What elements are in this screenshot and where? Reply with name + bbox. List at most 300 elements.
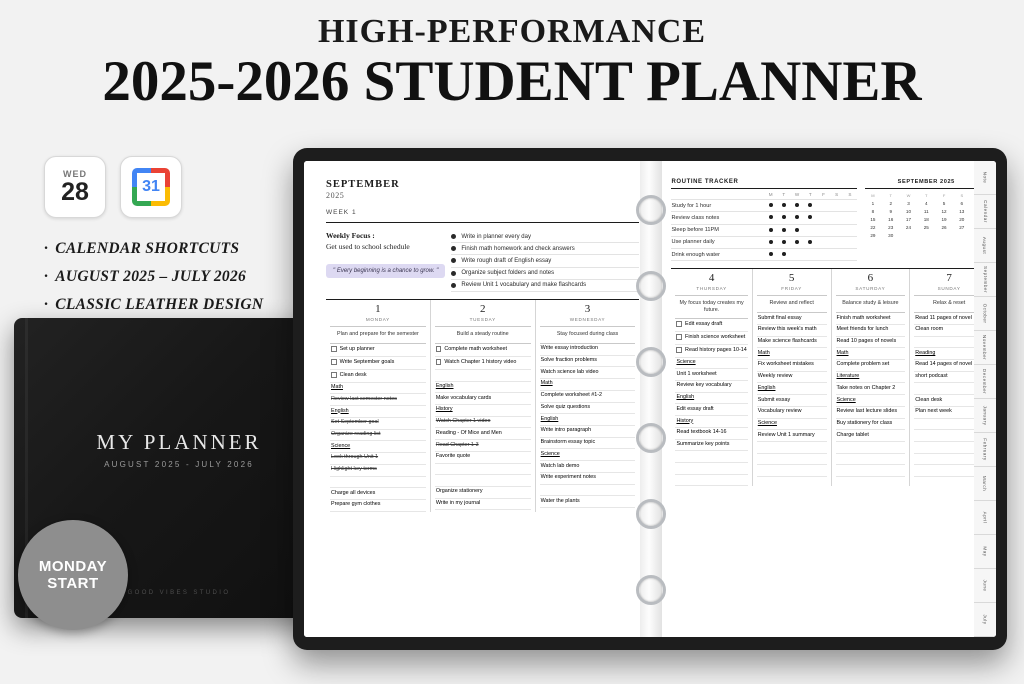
mini-calendar-day[interactable]: 30: [888, 233, 894, 238]
tracker-filled-dot-icon: [795, 240, 799, 244]
month-tab[interactable]: [974, 297, 996, 331]
mini-calendar-day[interactable]: 4: [924, 201, 928, 206]
task-line[interactable]: Science: [540, 449, 636, 461]
task-line[interactable]: Highlight key terms: [330, 465, 426, 477]
tracker-row-cells: [764, 201, 857, 211]
day-prompt: Balance study & leisure: [842, 300, 899, 307]
mini-calendar-day[interactable]: 24: [905, 225, 912, 230]
task-line[interactable]: Review last semester notes: [330, 394, 426, 406]
task-line[interactable]: [435, 464, 531, 476]
routine-tracker-rows: [671, 189, 856, 261]
task-line[interactable]: Read 14 pages of novel: [914, 360, 984, 372]
mini-calendar-day[interactable]: 10: [905, 209, 912, 214]
task-line[interactable]: Math: [330, 383, 426, 395]
task-line[interactable]: Review key vocabulary: [675, 381, 747, 393]
tracker-cell[interactable]: [777, 201, 790, 211]
cover-title: MY PLANNER: [96, 430, 262, 454]
tracker-cell[interactable]: [817, 201, 830, 211]
task-line[interactable]: Science: [757, 419, 827, 431]
planner-right-page: [653, 161, 996, 637]
tracker-filled-dot-icon: [795, 203, 799, 207]
task-line[interactable]: Clean desk: [330, 370, 426, 383]
task-line[interactable]: Clean desk: [914, 395, 984, 407]
routine-tracker-title: ROUTINE TRACKER: [671, 179, 856, 189]
task-line[interactable]: Complete worksheet #1-2: [540, 391, 636, 403]
task-line[interactable]: [836, 465, 906, 477]
day-column: [832, 269, 911, 486]
mini-calendar-day[interactable]: 23: [888, 225, 894, 230]
mini-calendar-day[interactable]: 15: [870, 217, 876, 222]
month-tabs[interactable]: [974, 161, 996, 637]
mini-calendar-day[interactable]: 6: [960, 201, 964, 206]
right-page-header: [671, 179, 988, 261]
mini-calendar-grid: [865, 192, 988, 239]
tracker-filled-dot-icon: [808, 240, 812, 244]
tracker-day-header: S: [848, 191, 852, 197]
tracker-cell[interactable]: [817, 225, 830, 235]
day-column: [326, 300, 431, 512]
day-name: WEDNESDAY: [569, 316, 606, 322]
day-column: [431, 300, 536, 512]
tracker-header-blank: [671, 192, 764, 197]
mini-calendar-day[interactable]: 20: [959, 217, 965, 222]
task-line[interactable]: English: [330, 406, 426, 418]
month-tab-label: February: [982, 438, 988, 461]
task-line[interactable]: Write experiment notes: [540, 473, 636, 485]
month-tab-label: November: [982, 334, 988, 361]
task-line[interactable]: English: [757, 383, 827, 395]
task-line[interactable]: Meet friends for lunch: [836, 325, 906, 337]
task-line[interactable]: [757, 442, 827, 454]
mini-calendar-day[interactable]: 5: [942, 201, 946, 206]
task-line[interactable]: Read history pages 10-14: [675, 345, 747, 358]
task-line[interactable]: Plan next week: [914, 407, 984, 419]
task-line[interactable]: Write essay introduction: [540, 344, 636, 356]
month-tab[interactable]: [974, 263, 996, 297]
weekly-focus-label: Weekly Focus :: [326, 231, 375, 240]
task-line[interactable]: Review this week's math: [757, 325, 827, 337]
mini-calendar: [865, 179, 988, 261]
day-number: 7: [946, 272, 952, 285]
quote-box: " Every beginning is a chance to grow. ": [326, 264, 445, 278]
tracker-cell[interactable]: [777, 237, 790, 247]
task-line[interactable]: Submit final essay: [757, 313, 827, 325]
task-line[interactable]: Charge all devices: [330, 488, 426, 500]
task-line[interactable]: [757, 465, 827, 477]
task-line[interactable]: Water the plants: [540, 496, 636, 508]
task-line[interactable]: English: [675, 393, 747, 405]
task-line[interactable]: Weekly review: [757, 372, 827, 384]
day-column: [753, 269, 832, 486]
checklist-label: Organize subject folders and notes: [461, 270, 555, 277]
task-line[interactable]: [836, 454, 906, 466]
gcal-day-number: 31: [137, 173, 165, 201]
tracker-row: [671, 237, 856, 249]
month-tab[interactable]: [974, 331, 996, 365]
tracker-cell[interactable]: [830, 249, 843, 259]
task-line[interactable]: [675, 463, 747, 475]
task-line[interactable]: Organize reading list: [330, 430, 426, 442]
feature-item: · AUGUST 2025 – JULY 2026: [44, 268, 247, 285]
mini-calendar-weekday: F: [942, 193, 946, 198]
task-line[interactable]: English: [540, 414, 636, 426]
tracker-cell[interactable]: [804, 225, 817, 235]
badge-row: [44, 156, 314, 218]
month-tab[interactable]: [974, 569, 996, 603]
feature-item: · CALENDAR SHORTCUTS: [44, 240, 240, 257]
tracker-filled-dot-icon: [795, 215, 799, 219]
day-number: 2: [479, 302, 486, 315]
mini-calendar-title: SEPTEMBER 2025: [865, 179, 988, 189]
task-line[interactable]: History: [435, 405, 531, 417]
task-line[interactable]: [757, 454, 827, 466]
mini-calendar-day[interactable]: 1: [871, 201, 875, 206]
checklist-label: Review Unit 1 vocabulary and make flashcards: [461, 282, 587, 289]
tracker-cell[interactable]: [817, 237, 830, 247]
tracker-cell[interactable]: [764, 225, 777, 235]
task-line[interactable]: Science: [836, 395, 906, 407]
mini-calendar-weekday: M: [871, 193, 875, 198]
tracker-cell[interactable]: [843, 225, 856, 235]
tracker-filled-dot-icon: [808, 215, 812, 219]
task-line[interactable]: Write intro paragraph: [540, 426, 636, 438]
month-tab[interactable]: [974, 433, 996, 467]
tracker-row: [671, 225, 856, 237]
left-feature-column: [44, 156, 314, 324]
tracker-cell[interactable]: [817, 249, 830, 259]
mini-calendar-weekday: S: [960, 193, 964, 198]
tracker-day-headers: [764, 189, 857, 199]
day-number: 5: [788, 272, 795, 285]
task-line[interactable]: Review last lecture slides: [836, 407, 906, 419]
mini-calendar-day[interactable]: 16: [888, 217, 894, 222]
day-number: 6: [867, 272, 874, 285]
tracker-day-header: T: [782, 191, 786, 197]
weekly-checklist: [451, 231, 639, 292]
task-line[interactable]: [540, 485, 636, 497]
page-year: 2025: [326, 191, 345, 200]
tracker-cell[interactable]: [843, 249, 856, 259]
binder-ring: [636, 575, 666, 605]
task-line[interactable]: [435, 475, 531, 487]
tracker-cell[interactable]: [843, 213, 856, 223]
calendar-date-icon: [44, 156, 106, 218]
tracker-filled-dot-icon: [782, 240, 786, 244]
task-line[interactable]: Make vocabulary cards: [435, 393, 531, 405]
mini-calendar-day[interactable]: 12: [941, 209, 947, 214]
page-week: WEEK 1: [326, 209, 357, 216]
task-line[interactable]: Write September goals: [330, 357, 426, 370]
tracker-cell[interactable]: [804, 249, 817, 259]
tracker-row-cells: [764, 213, 857, 223]
mini-calendar-day[interactable]: 29: [870, 233, 876, 238]
cover-subtitle: AUGUST 2025 - JULY 2026: [104, 460, 254, 469]
day-number: 4: [708, 272, 715, 285]
mini-calendar-day: [918, 232, 935, 239]
day-name: TUESDAY: [469, 316, 496, 322]
day-name: SUNDAY: [937, 286, 961, 292]
tracker-header-row: [671, 189, 856, 200]
tracker-cell[interactable]: [843, 201, 856, 211]
task-line[interactable]: Read Chapter 1-3: [435, 440, 531, 452]
tracker-day-header: F: [822, 191, 825, 197]
task-line[interactable]: Solve quiz questions: [540, 403, 636, 415]
mini-calendar-day: [936, 232, 953, 239]
task-line[interactable]: Clean room: [914, 325, 984, 337]
tracker-row-cells: [764, 225, 857, 235]
weekly-focus-text: Get used to school schedule: [326, 242, 410, 251]
month-tab-label: September: [982, 266, 988, 293]
task-line[interactable]: Math: [540, 379, 636, 391]
tracker-cell[interactable]: [777, 249, 790, 259]
page-month: SEPTEMBER: [326, 179, 400, 190]
task-line[interactable]: Charge tablet: [836, 430, 906, 442]
bullet-dot-icon: [451, 234, 456, 239]
tracker-cell[interactable]: [830, 225, 843, 235]
day-prompt: Stay focused during class: [556, 330, 619, 337]
mini-calendar-day[interactable]: 3: [907, 201, 910, 206]
tracker-filled-dot-icon: [782, 215, 786, 219]
month-tab[interactable]: [974, 161, 996, 195]
task-line[interactable]: Read 10 pages of novels: [836, 337, 906, 349]
task-line[interactable]: Unit 1 worksheet: [675, 369, 747, 381]
tracker-cell[interactable]: [790, 249, 803, 259]
task-line[interactable]: Organize stationery: [435, 487, 531, 499]
date-badge-dow: WED: [63, 169, 87, 179]
hero-header: [0, 14, 1024, 112]
checklist-item[interactable]: [451, 243, 639, 255]
day-prompt: Review and reflect: [769, 300, 814, 307]
tracker-filled-dot-icon: [782, 228, 786, 232]
task-line[interactable]: Science: [330, 441, 426, 453]
task-line[interactable]: [435, 370, 531, 382]
tracker-filled-dot-icon: [769, 240, 773, 244]
task-line[interactable]: Watch science lab video: [540, 367, 636, 379]
task-line[interactable]: Math: [757, 348, 827, 360]
checklist-item[interactable]: [451, 280, 639, 292]
task-line[interactable]: short podcast: [914, 372, 984, 384]
task-line[interactable]: Vocabulary review: [757, 407, 827, 419]
tracker-cell[interactable]: [843, 237, 856, 247]
tracker-cell[interactable]: [804, 237, 817, 247]
task-line[interactable]: History: [675, 416, 747, 428]
day-name: MONDAY: [365, 316, 390, 322]
task-line[interactable]: Favorite quote: [435, 452, 531, 464]
day-number: 3: [584, 302, 591, 315]
month-tab-label: March: [982, 475, 988, 492]
tracker-cell[interactable]: [790, 225, 803, 235]
hero-subtitle: HIGH-PERFORMANCE: [317, 13, 707, 50]
task-line[interactable]: Edit essay draft: [675, 319, 747, 332]
tracker-cell[interactable]: [777, 213, 790, 223]
hero-title: 2025-2026 STUDENT PLANNER: [102, 49, 922, 113]
tracker-cell[interactable]: [764, 201, 777, 211]
month-tab[interactable]: [974, 501, 996, 535]
task-line[interactable]: [836, 442, 906, 454]
task-line[interactable]: Reading - Of Mice and Men: [435, 428, 531, 440]
month-tab[interactable]: [974, 399, 996, 433]
day-name: FRIDAY: [781, 286, 802, 292]
tracker-row: [671, 249, 856, 261]
task-line[interactable]: Science: [675, 358, 747, 370]
task-line[interactable]: Brainstorm essay topic: [540, 438, 636, 450]
day-column: [671, 269, 752, 486]
checklist-label: Finish math homework and check answers: [461, 245, 575, 252]
tracker-cell[interactable]: [764, 237, 777, 247]
tracker-filled-dot-icon: [769, 203, 773, 207]
binder-ring: [636, 423, 666, 453]
mini-calendar-day[interactable]: 2: [889, 201, 892, 206]
month-tab[interactable]: [974, 603, 996, 637]
stamp-line-1: MONDAY: [38, 558, 108, 575]
tracker-filled-dot-icon: [808, 203, 812, 207]
tracker-cell[interactable]: [804, 213, 817, 223]
month-tab[interactable]: [974, 365, 996, 399]
task-line[interactable]: Buy stationery for class: [836, 419, 906, 431]
checklist-item[interactable]: [451, 255, 639, 267]
tracker-cell[interactable]: [790, 201, 803, 211]
task-line[interactable]: English: [435, 382, 531, 394]
task-line[interactable]: Read textbook 14-16: [675, 428, 747, 440]
tracker-cell[interactable]: [790, 237, 803, 247]
bullet-dot-icon: [451, 246, 456, 251]
tracker-cell[interactable]: [830, 213, 843, 223]
mini-calendar-day[interactable]: 22: [870, 225, 876, 230]
task-line[interactable]: [330, 477, 426, 489]
tracker-day-header: T: [808, 191, 812, 197]
day-name: THURSDAY: [696, 286, 727, 292]
checklist-label: Write rough draft of English essay: [461, 257, 552, 264]
task-line[interactable]: Watch Chapter 1 video: [435, 417, 531, 429]
mini-calendar-day[interactable]: 19: [941, 217, 947, 222]
planner-spine: [640, 161, 662, 637]
task-line[interactable]: Take notes on Chapter 2: [836, 383, 906, 395]
day-prompt: My focus today creates my future.: [679, 300, 744, 314]
feature-label: CALENDAR SHORTCUTS: [55, 240, 240, 257]
task-line[interactable]: Summarize key points: [675, 440, 747, 452]
tracker-cell[interactable]: [804, 201, 817, 211]
task-line[interactable]: Write in my journal: [435, 499, 531, 511]
month-tab-label: December: [982, 368, 988, 395]
tracker-cell[interactable]: [817, 213, 830, 223]
weekly-focus-block: [326, 231, 451, 292]
feature-item: · CLASSIC LEATHER DESIGN: [44, 296, 264, 313]
month-tab-label: July: [982, 614, 988, 625]
task-line[interactable]: Read 11 pages of novel: [914, 313, 984, 325]
task-line[interactable]: Fix worksheet mistakes: [757, 360, 827, 372]
task-line[interactable]: Literature: [836, 372, 906, 384]
mini-calendar-day[interactable]: 26: [941, 225, 947, 230]
tracker-cell[interactable]: [830, 201, 843, 211]
task-line[interactable]: Submit essay: [757, 395, 827, 407]
tracker-day-header: W: [794, 191, 800, 197]
tracker-filled-dot-icon: [769, 252, 773, 256]
task-line[interactable]: Math: [836, 348, 906, 360]
task-line[interactable]: Complete math worksheet: [435, 344, 531, 357]
tracker-filled-dot-icon: [795, 228, 799, 232]
day-prompt: Build a steady routine: [456, 330, 509, 337]
task-line[interactable]: Prepare gym clothes: [330, 500, 426, 512]
task-line[interactable]: [675, 475, 747, 487]
tracker-cell[interactable]: [764, 249, 777, 259]
task-line[interactable]: Watch Chapter 1 history video: [435, 357, 531, 370]
mini-calendar-day: [953, 232, 970, 239]
mini-calendar-day[interactable]: 11: [923, 209, 929, 214]
task-line[interactable]: Look through Unit 1: [330, 453, 426, 465]
planner-left-page: [304, 161, 653, 637]
mini-calendar-weekday: W: [906, 193, 911, 198]
month-tab-label: August: [982, 236, 988, 255]
task-line[interactable]: [675, 451, 747, 463]
checklist-item[interactable]: [451, 268, 639, 280]
mini-calendar-day[interactable]: 17: [905, 217, 912, 222]
routine-tracker: [671, 179, 856, 261]
task-line[interactable]: Watch lab demo: [540, 461, 636, 473]
tracker-row-label: Review class notes: [671, 214, 720, 221]
mini-calendar-day[interactable]: 8: [871, 209, 875, 214]
task-line[interactable]: Reading: [914, 348, 984, 360]
task-line[interactable]: Set up planner: [330, 344, 426, 357]
tracker-row-label: Drink enough water: [671, 251, 720, 258]
mini-calendar-day[interactable]: 25: [923, 225, 929, 230]
month-tab[interactable]: [974, 467, 996, 501]
task-line[interactable]: Finish math worksheet: [836, 313, 906, 325]
cover-footer: GOOD VIBES STUDIO: [127, 590, 231, 596]
month-tab-label: Calendar: [982, 200, 988, 223]
month-tab[interactable]: [974, 535, 996, 569]
tracker-row: [671, 200, 856, 212]
checklist-label: Write in planner every day: [461, 233, 531, 240]
mini-calendar-day[interactable]: 13: [959, 209, 965, 214]
month-tab-label: January: [982, 405, 988, 426]
feature-label: CLASSIC LEATHER DESIGN: [55, 296, 264, 313]
month-tab-label: October: [982, 303, 988, 324]
tracker-cell[interactable]: [790, 213, 803, 223]
tracker-cell[interactable]: [777, 225, 790, 235]
task-line[interactable]: Edit essay draft: [675, 404, 747, 416]
task-line[interactable]: Review Unit 1 summary: [757, 430, 827, 442]
tracker-cell[interactable]: [830, 237, 843, 247]
tracker-row-label: Sleep before 11PM: [671, 227, 719, 234]
tracker-filled-dot-icon: [769, 228, 773, 232]
mini-calendar-day[interactable]: 18: [923, 217, 929, 222]
mini-calendar-weekday: T: [925, 193, 928, 198]
tracker-filled-dot-icon: [782, 252, 786, 256]
open-planner: [293, 148, 1007, 650]
month-tab-label: April: [982, 511, 988, 524]
task-line[interactable]: Make science flashcards: [757, 337, 827, 349]
task-line[interactable]: Finish science worksheet: [675, 332, 747, 345]
checklist-item[interactable]: [451, 231, 639, 243]
feature-label: AUGUST 2025 – JULY 2026: [55, 268, 247, 285]
month-tab[interactable]: [974, 195, 996, 229]
tracker-filled-dot-icon: [769, 215, 773, 219]
mini-calendar-day[interactable]: 9: [889, 209, 892, 214]
monday-start-badge: [18, 520, 128, 630]
task-line[interactable]: Set September goal: [330, 418, 426, 430]
tracker-filled-dot-icon: [782, 203, 786, 207]
tracker-row-label: Use planner daily: [671, 239, 715, 246]
binder-ring: [636, 195, 666, 225]
mini-calendar-day[interactable]: 27: [959, 225, 965, 230]
planner-pages: [304, 161, 996, 637]
day-name: SATURDAY: [855, 286, 886, 292]
task-line[interactable]: Complete problem set: [836, 360, 906, 372]
month-tab[interactable]: [974, 229, 996, 263]
tracker-cell[interactable]: [764, 213, 777, 223]
task-line[interactable]: Solve fraction problems: [540, 356, 636, 368]
tracker-row-cells: [764, 249, 857, 259]
